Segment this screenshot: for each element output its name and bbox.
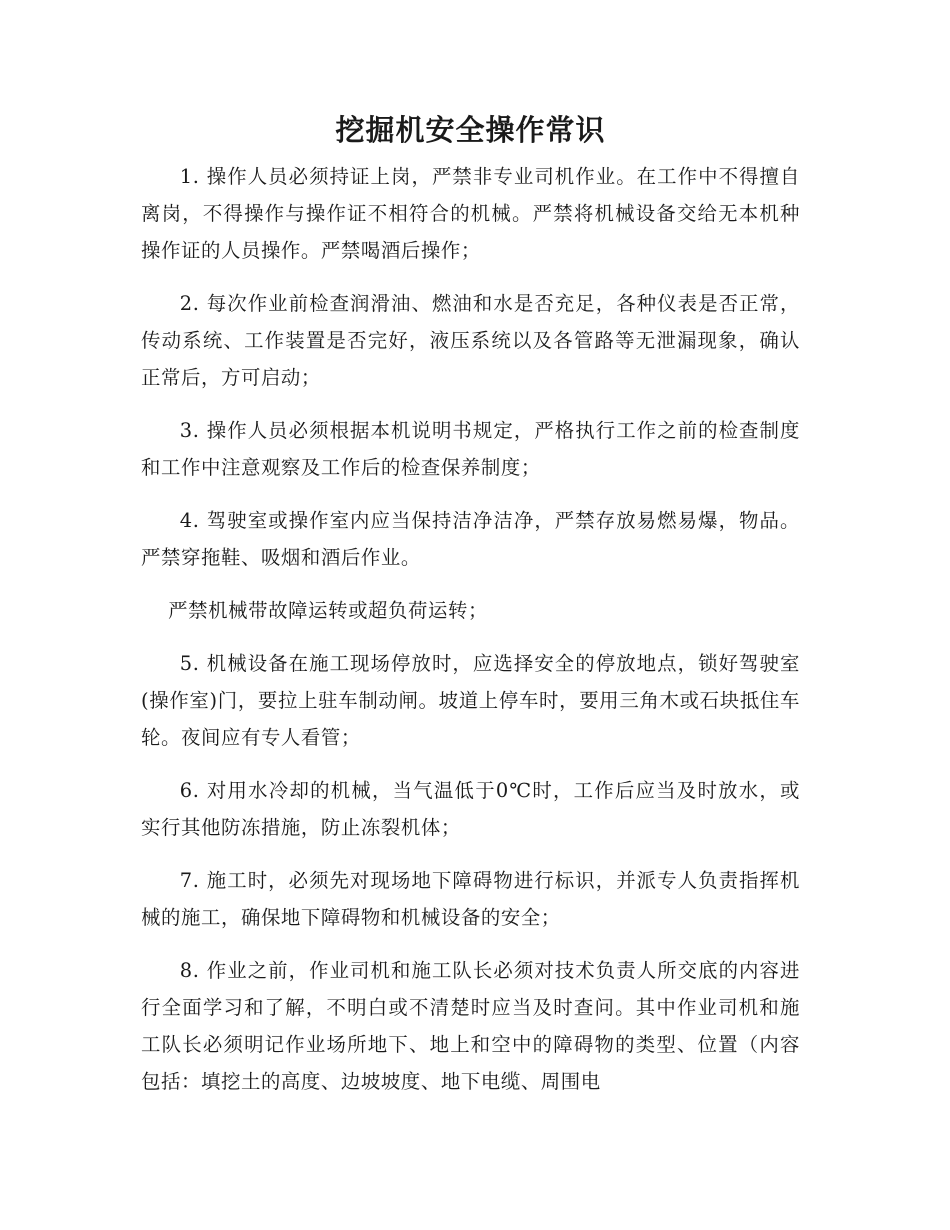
paragraph-7: 7. 施工时，必须先对现场地下障碍物进行标识，并派专人负责指挥机械的施工，确保地下障碍物和机械设备的安全； [141, 869, 800, 929]
paragraph-3: 3. 操作人员必须根据本机说明书规定，严格执行工作之前的检查制度和工作中注意观察及工作后的检查保养制度； [141, 419, 800, 479]
paragraph-2: 2. 每次作业前检查润滑油、燃油和水是否充足，各种仪表是否正常，传动系统、工作装置是否完好，液压系统以及各管路等无泄漏现象，确认正常后，方可启动； [141, 292, 800, 389]
paragraph-1: 1. 操作人员必须持证上岗，严禁非专业司机作业。在工作中不得擅自离岗，不得操作与操作证不相符合的机械。严禁将机械设备交给无本机种操作证的人员操作。严禁喝酒后操作； [141, 165, 800, 262]
paragraph-4: 4. 驾驶室或操作室内应当保持洁净洁净，严禁存放易燃易爆，物品。严禁穿拖鞋、吸烟和酒后作业。 [141, 509, 800, 569]
paragraph-4-continued: 严禁机械带故障运转或超负荷运转； [168, 599, 489, 622]
paragraph-5: 5. 机械设备在施工现场停放时，应选择安全的停放地点，锁好驾驶室(操作室)门，要拉上驻车制动闸。坡道上停车时，要用三角木或石块抵住车轮。夜间应有专人看管； [141, 652, 800, 749]
document-title: 挖掘机安全操作常识 [335, 113, 606, 147]
paragraph-6: 6. 对用水冷却的机械，当气温低于0℃时，工作后应当及时放水，或实行其他防冻措施，防止冻裂机体； [141, 779, 800, 839]
paragraph-8: 8. 作业之前，作业司机和施工队长必须对技术负责人所交底的内容进行全面学习和了解，不明白或不清楚时应当及时查问。其中作业司机和施工队长必须明记作业场所地下、地上和空中的障碍物的类型、位置（内容包括：填挖土的高度、边坡坡度、地下电缆、周围电 [141, 959, 800, 1093]
